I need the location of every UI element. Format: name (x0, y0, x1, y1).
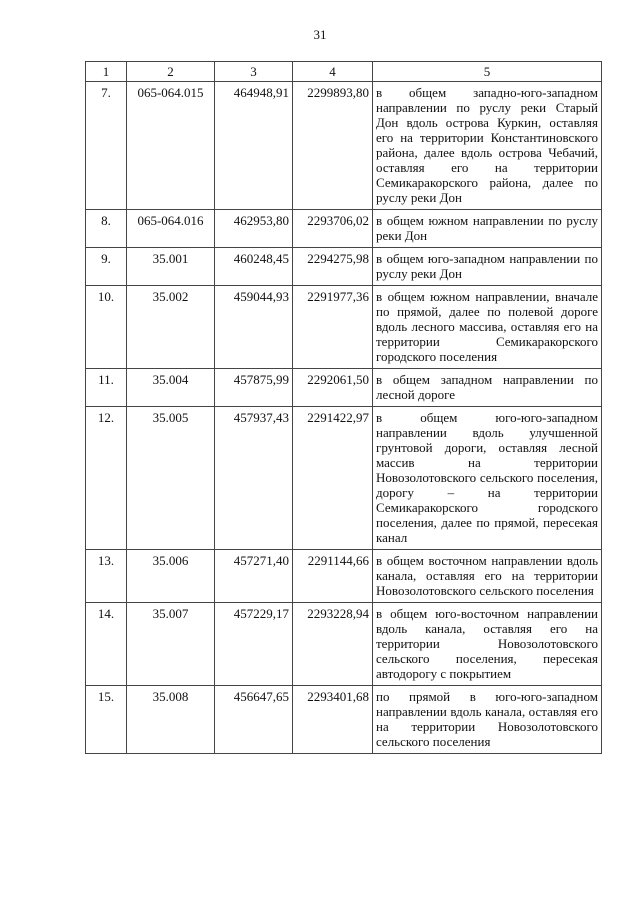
coordinate-y: 2299893,80 (293, 82, 373, 210)
coordinate-x: 462953,80 (215, 210, 293, 248)
boundary-description: в общем западно-юго-западном направлении по руслу реки Старый Дон вдоль острова Куркин, оставляя его на территории Константиновского района, далее вдоль острова Чебачий, оставляя его на территории Семикаракорского района, далее по руслу реки Дон (373, 82, 602, 210)
point-code: 35.005 (127, 407, 215, 550)
header-row (86, 62, 602, 82)
coordinate-x: 464948,91 (215, 82, 293, 210)
row-number: 14. (86, 603, 127, 686)
boundary-description: в общем южном направлении по руслу реки Дон (373, 210, 602, 248)
point-code: 065-064.016 (127, 210, 215, 248)
row-number: 10. (86, 286, 127, 369)
boundary-table (85, 61, 602, 754)
row-number: 13. (86, 550, 127, 603)
table-header (86, 62, 602, 82)
boundary-description: в общем восточном направлении вдоль канала, оставляя его на территории Новозолотовского сельского поселения (373, 550, 602, 603)
coordinate-y: 2293706,02 (293, 210, 373, 248)
table-row (86, 686, 602, 754)
boundary-description: в общем юго-западном направлении по руслу реки Дон (373, 248, 602, 286)
coordinate-y: 2291422,97 (293, 407, 373, 550)
table-row (86, 82, 602, 210)
coordinate-y: 2294275,98 (293, 248, 373, 286)
row-number: 15. (86, 686, 127, 754)
row-number: 11. (86, 369, 127, 407)
point-code: 35.001 (127, 248, 215, 286)
table-row (86, 603, 602, 686)
header-col-3: 3 (215, 62, 293, 82)
coordinate-y: 2293228,94 (293, 603, 373, 686)
coordinate-y: 2293401,68 (293, 686, 373, 754)
boundary-description: по прямой в юго-юго-западном направлении вдоль канала, оставляя его на территории Новозолотовского сельского поселения (373, 686, 602, 754)
point-code: 35.002 (127, 286, 215, 369)
row-number: 7. (86, 82, 127, 210)
table-row (86, 369, 602, 407)
table-row (86, 550, 602, 603)
header-col-4: 4 (293, 62, 373, 82)
coordinate-y: 2291144,66 (293, 550, 373, 603)
coordinate-x: 460248,45 (215, 248, 293, 286)
header-col-2: 2 (127, 62, 215, 82)
page-number: 31 (313, 27, 327, 42)
boundary-description: в общем южном направлении, вначале по прямой, далее по полевой дороге вдоль лесного массива, оставляя его на территории Семикаракорского городского поселения (373, 286, 602, 369)
point-code: 35.007 (127, 603, 215, 686)
table-body (86, 82, 602, 754)
coordinate-x: 459044,93 (215, 286, 293, 369)
coordinate-x: 457229,17 (215, 603, 293, 686)
row-number: 8. (86, 210, 127, 248)
coordinate-y: 2292061,50 (293, 369, 373, 407)
table-row (86, 286, 602, 369)
boundary-description: в общем юго-восточном направлении вдоль канала, оставляя его на территории Новозолотовского сельского поселения, пересекая автодорогу с покрытием (373, 603, 602, 686)
header-col-1: 1 (86, 62, 127, 82)
row-number: 9. (86, 248, 127, 286)
boundary-description: в общем юго-юго-западном направлении вдоль улучшенной грунтовой дороги, оставляя лесной массив на территории Новозолотовского сельского поселения, дорогу – на территории Семикаракорского городского поселения, далее по прямой, пересекая канал (373, 407, 602, 550)
row-number: 12. (86, 407, 127, 550)
point-code: 065-064.015 (127, 82, 215, 210)
point-code: 35.006 (127, 550, 215, 603)
table-row (86, 210, 602, 248)
coordinate-x: 457271,40 (215, 550, 293, 603)
coordinate-x: 457937,43 (215, 407, 293, 550)
point-code: 35.004 (127, 369, 215, 407)
header-col-5: 5 (373, 62, 602, 82)
table-row (86, 248, 602, 286)
table-row (86, 407, 602, 550)
boundary-description: в общем западном направлении по лесной дороге (373, 369, 602, 407)
coordinate-x: 457875,99 (215, 369, 293, 407)
coordinate-x: 456647,65 (215, 686, 293, 754)
coordinate-y: 2291977,36 (293, 286, 373, 369)
point-code: 35.008 (127, 686, 215, 754)
